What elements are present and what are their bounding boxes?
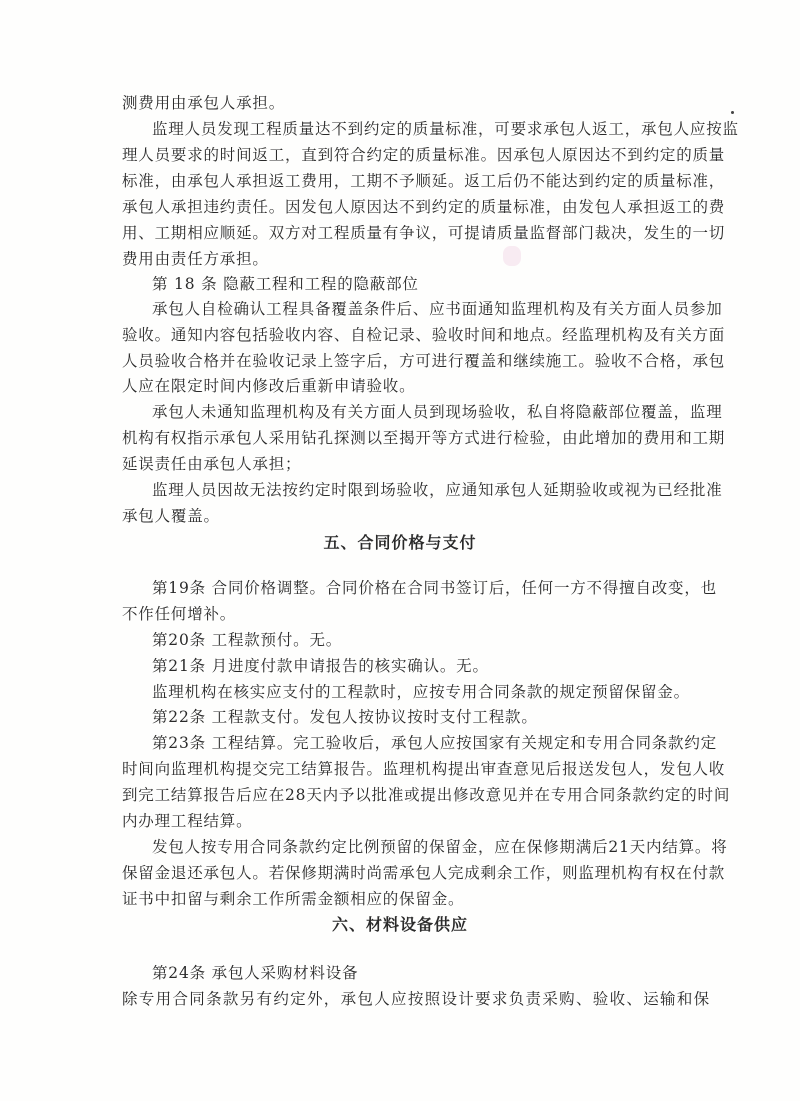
text-line: 承包人覆盖。	[122, 507, 220, 525]
text-line: 延误责任由承包人承担；	[122, 455, 302, 473]
text-line: 第23条 工程结算。完工验收后，承包人应按国家有关规定和专用合同条款约定	[152, 734, 717, 752]
text-line: 用、工期相应顺延。双方对工程质量有争议，可提请质量监督部门裁决，发生的一切	[122, 224, 726, 242]
text-line: 机构有权指示承包人采用钻孔探测以至揭开等方式进行检验，由此增加的费用和工期	[122, 429, 726, 447]
text-line: 监理机构在核实应支付的工程款时，应按专用合同条款的规定预留保留金。	[152, 683, 690, 701]
text-line: 内办理工程结算。	[122, 812, 253, 830]
text-line: 除专用合同条款另有约定外，承包人应按照设计要求负责采购、验收、运输和保	[122, 990, 710, 1008]
text-line: 第19条 合同价格调整。合同价格在合同书签订后，任何一方不得擅自改变，也	[152, 579, 717, 597]
section-heading-6: 六、材料设备供应	[331, 915, 468, 934]
text-line: 第22条 工程款支付。发包人按协议按时支付工程款。	[152, 708, 538, 726]
text-line: 第20条 工程款预付。无。	[152, 631, 343, 649]
text-line: 承包人未通知监理机构及有关方面人员到现场验收，私自将隐蔽部位覆盖，监理	[152, 403, 723, 421]
text-line: 时间向监理机构提交完工结算报告。监理机构提出审查意见后报送发包人，发包人收	[122, 760, 726, 778]
text-line: 人员验收合格并在验收记录上签字后，方可进行覆盖和继续施工。验收不合格，承包	[122, 352, 726, 370]
text-line: 标准，由承包人承担返工费用，工期不予顺延。返工后仍不能达到约定的质量标准，	[122, 172, 726, 190]
text-line: 费用由责任方承担。	[122, 250, 269, 268]
text-line: 第21条 月进度付款申请报告的核实确认。无。	[152, 657, 489, 675]
text-line: 验收。通知内容包括验收内容、自检记录、验收时间和地点。经监理机构及有关方面	[122, 326, 726, 344]
text-line: 不作任何增补。	[122, 605, 237, 623]
scan-speck	[731, 111, 734, 114]
text-line: 承包人自检确认工程具备覆盖条件后、应书面通知监理机构及有关方面人员参加	[152, 300, 723, 318]
text-line: 承包人承担违约责任。因发包人原因达不到约定的质量标准，由发包人承担返工的费	[122, 198, 726, 216]
section-heading-5: 五、合同价格与支付	[323, 533, 477, 552]
text-line: 证书中扣留与剩余工作所需金额相应的保留金。	[122, 890, 465, 908]
text-line: 到完工结算报告后应在28天内予以批准或提出修改意见并在专用合同条款约定的时间	[122, 786, 731, 804]
article-heading: 第24条 承包人采购材料设备	[152, 964, 359, 982]
scan-stain	[503, 246, 521, 266]
text-line: 监理人员因故无法按约定时限到场验收，应通知承包人延期验收或视为已经批准	[152, 481, 723, 499]
text-line: 人应在限定时间内修改后重新申请验收。	[122, 377, 416, 395]
text-line: 监理人员发现工程质量达不到约定的质量标准，可要求承包人返工，承包人应按监	[152, 120, 739, 138]
article-heading: 第 18 条 隐蔽工程和工程的隐蔽部位	[152, 275, 419, 293]
text-line: 保留金退还承包人。若保修期满时尚需承包人完成剩余工作，则监理机构有权在付款	[122, 864, 726, 882]
text-line: 测费用由承包人承担。	[122, 94, 286, 112]
text-line: 发包人按专用合同条款约定比例预留的保留金，应在保修期满后21天内结算。将	[152, 838, 728, 856]
text-line: 理人员要求的时间返工，直到符合约定的质量标准。因承包人原因达不到约定的质量	[122, 146, 726, 164]
